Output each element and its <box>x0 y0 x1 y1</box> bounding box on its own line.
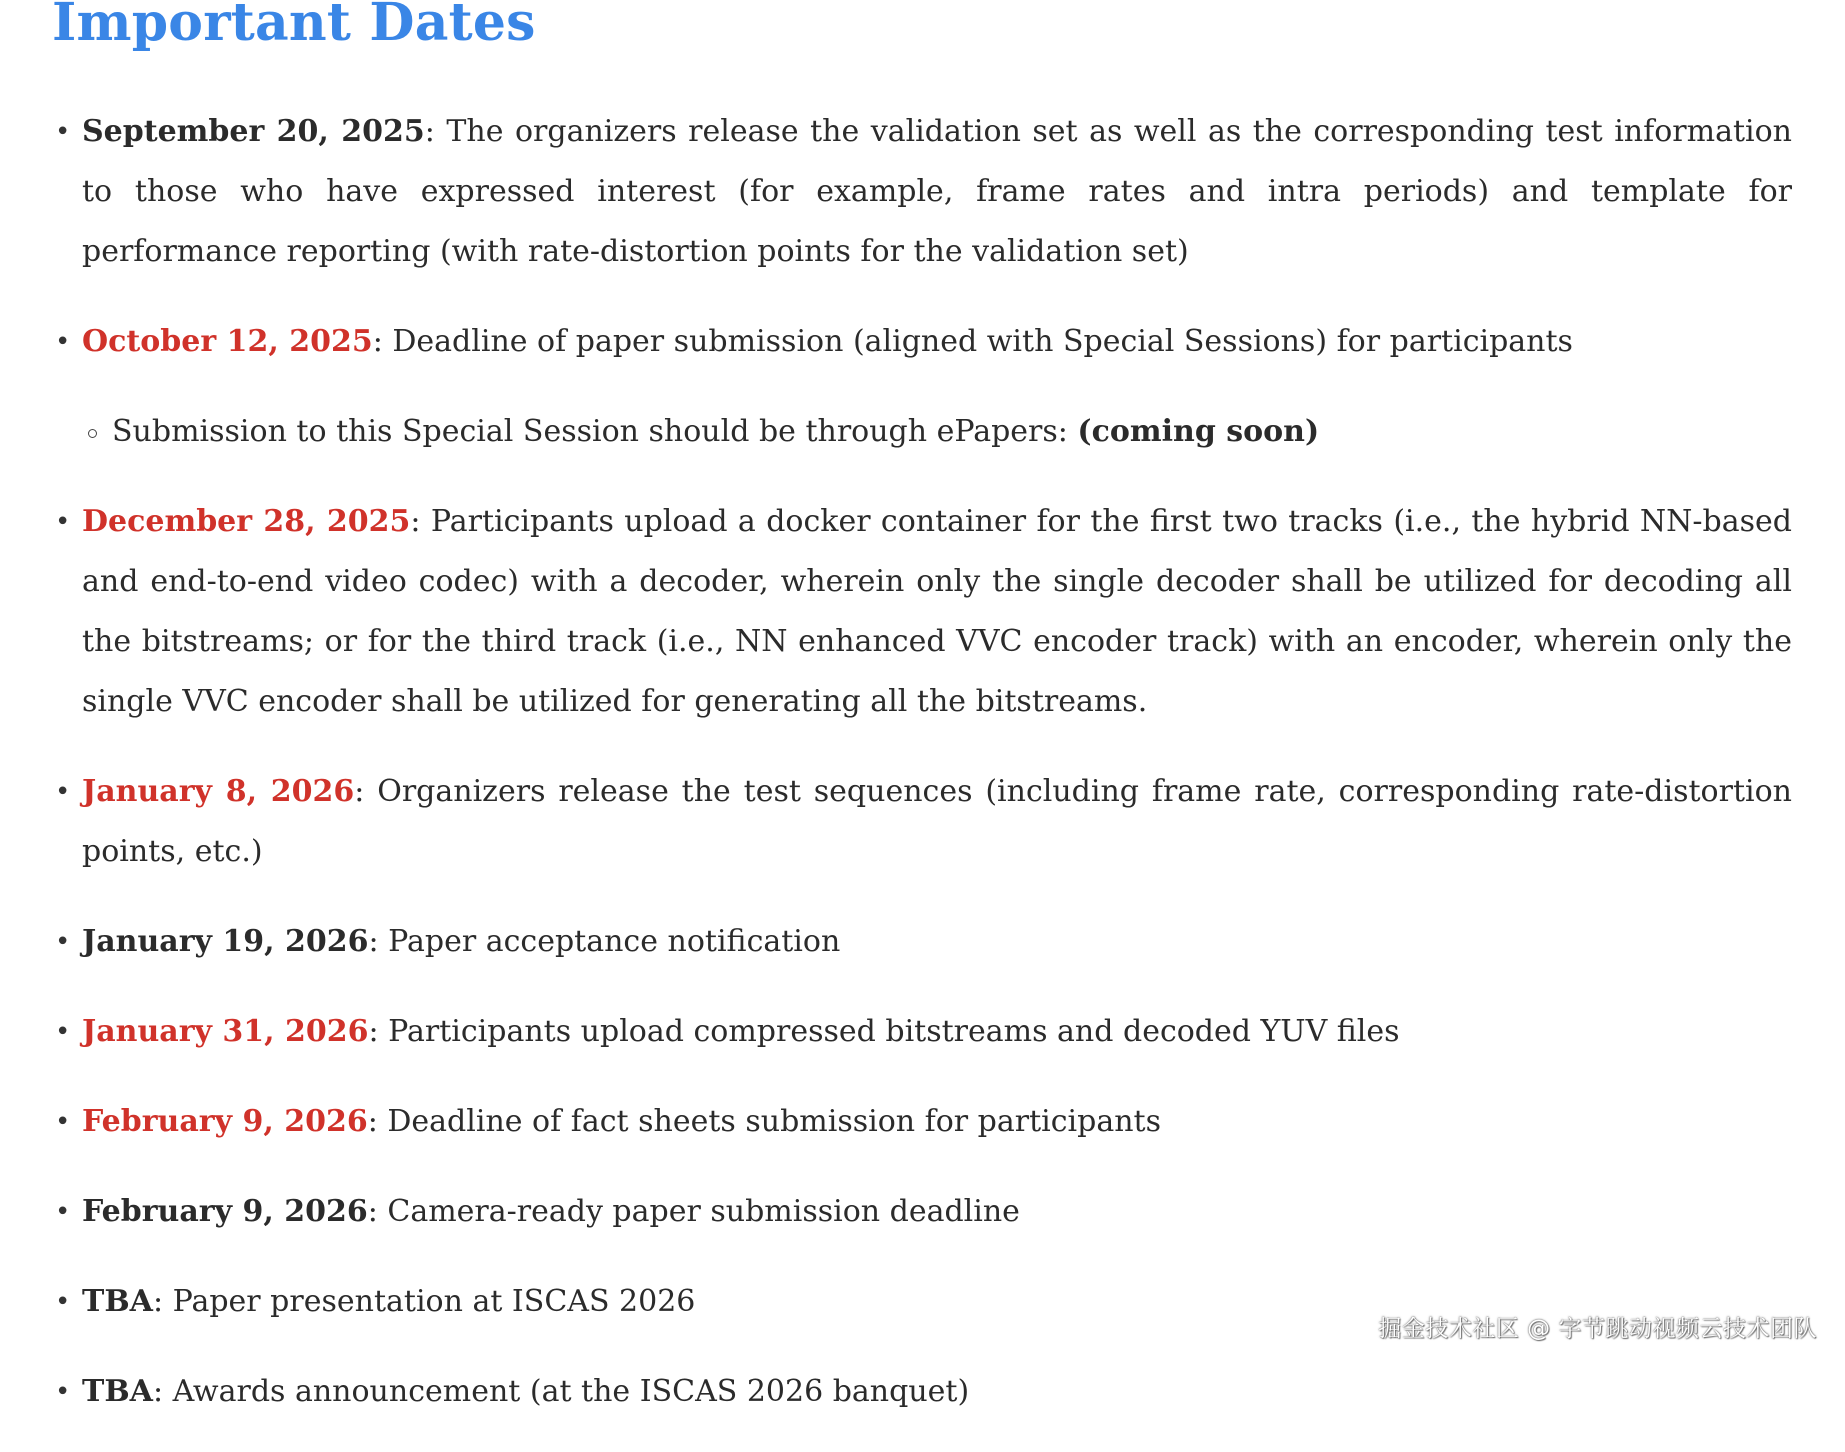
date-label: January 31, 2026 <box>82 1014 369 1049</box>
date-item-acceptance <box>52 912 1792 972</box>
date-item-test-sequences <box>52 762 1792 882</box>
date-item-docker-upload <box>52 492 1792 732</box>
date-label: February 9, 2026 <box>82 1104 368 1139</box>
date-description: : The organizers release the validation set as well as the corresponding test information to those who have expressed interest (for example, frame rates and intra periods) and template for performance reporting (with rate-distortion points for the validation set) <box>82 114 1792 269</box>
date-description: : Participants upload compressed bitstreams and decoded YUV files <box>368 1014 1400 1049</box>
coming-soon-label: (coming soon) <box>1077 414 1320 449</box>
sub-list <box>82 402 1792 462</box>
date-item-awards <box>52 1362 1792 1422</box>
date-item-camera-ready <box>52 1182 1792 1242</box>
date-label: October 12, 2025 <box>82 324 373 359</box>
date-description: : Awards announcement (at the ISCAS 2026 banquet) <box>152 1374 970 1409</box>
date-item-paper-deadline <box>52 312 1792 462</box>
date-description: : Participants upload a docker container for the first two tracks (i.e., the hybrid NN-based and end-to-end video codec) with a decoder, wherein only the single decoder shall be utilized for decoding all the bitstreams; or for the third track (i.e., NN enhanced VVC encoder track) with an encoder, wherein only the single VVC encoder shall be utilized for generating all the bitstreams. <box>82 504 1792 719</box>
date-label: December 28, 2025 <box>82 504 411 539</box>
date-label: January 8, 2026 <box>82 774 355 809</box>
date-description: : Camera-ready paper submission deadline <box>367 1194 1020 1229</box>
date-label: September 20, 2025 <box>82 114 425 149</box>
important-dates-list <box>52 102 1792 1452</box>
date-description: : Deadline of paper submission (aligned with Special Sessions) for participants <box>372 324 1573 359</box>
date-description: : Organizers release the test sequences (including frame rate, corresponding rate-distortion points, etc.) <box>82 774 1792 869</box>
date-label: January 19, 2026 <box>82 924 369 959</box>
date-description: : Paper presentation at ISCAS 2026 <box>152 1284 696 1319</box>
date-description: : Paper acceptance notification <box>368 924 841 959</box>
date-label: TBA <box>82 1284 153 1319</box>
sub-item-text: Submission to this Special Session should be through ePapers: <box>112 414 1078 449</box>
date-label: February 9, 2026 <box>82 1194 368 1229</box>
date-item-validation-release <box>52 102 1792 282</box>
watermark: 掘金技术社区 @ 字节跳动视频云技术团队 <box>1378 1316 1817 1342</box>
date-description: : Deadline of fact sheets submission for participants <box>367 1104 1162 1139</box>
date-label: TBA <box>82 1374 153 1409</box>
page-heading: Important Dates <box>52 0 536 53</box>
date-item-bitstreams-upload <box>52 1002 1792 1062</box>
date-item-fact-sheets <box>52 1092 1792 1152</box>
sub-item-submission-note <box>82 402 1792 462</box>
